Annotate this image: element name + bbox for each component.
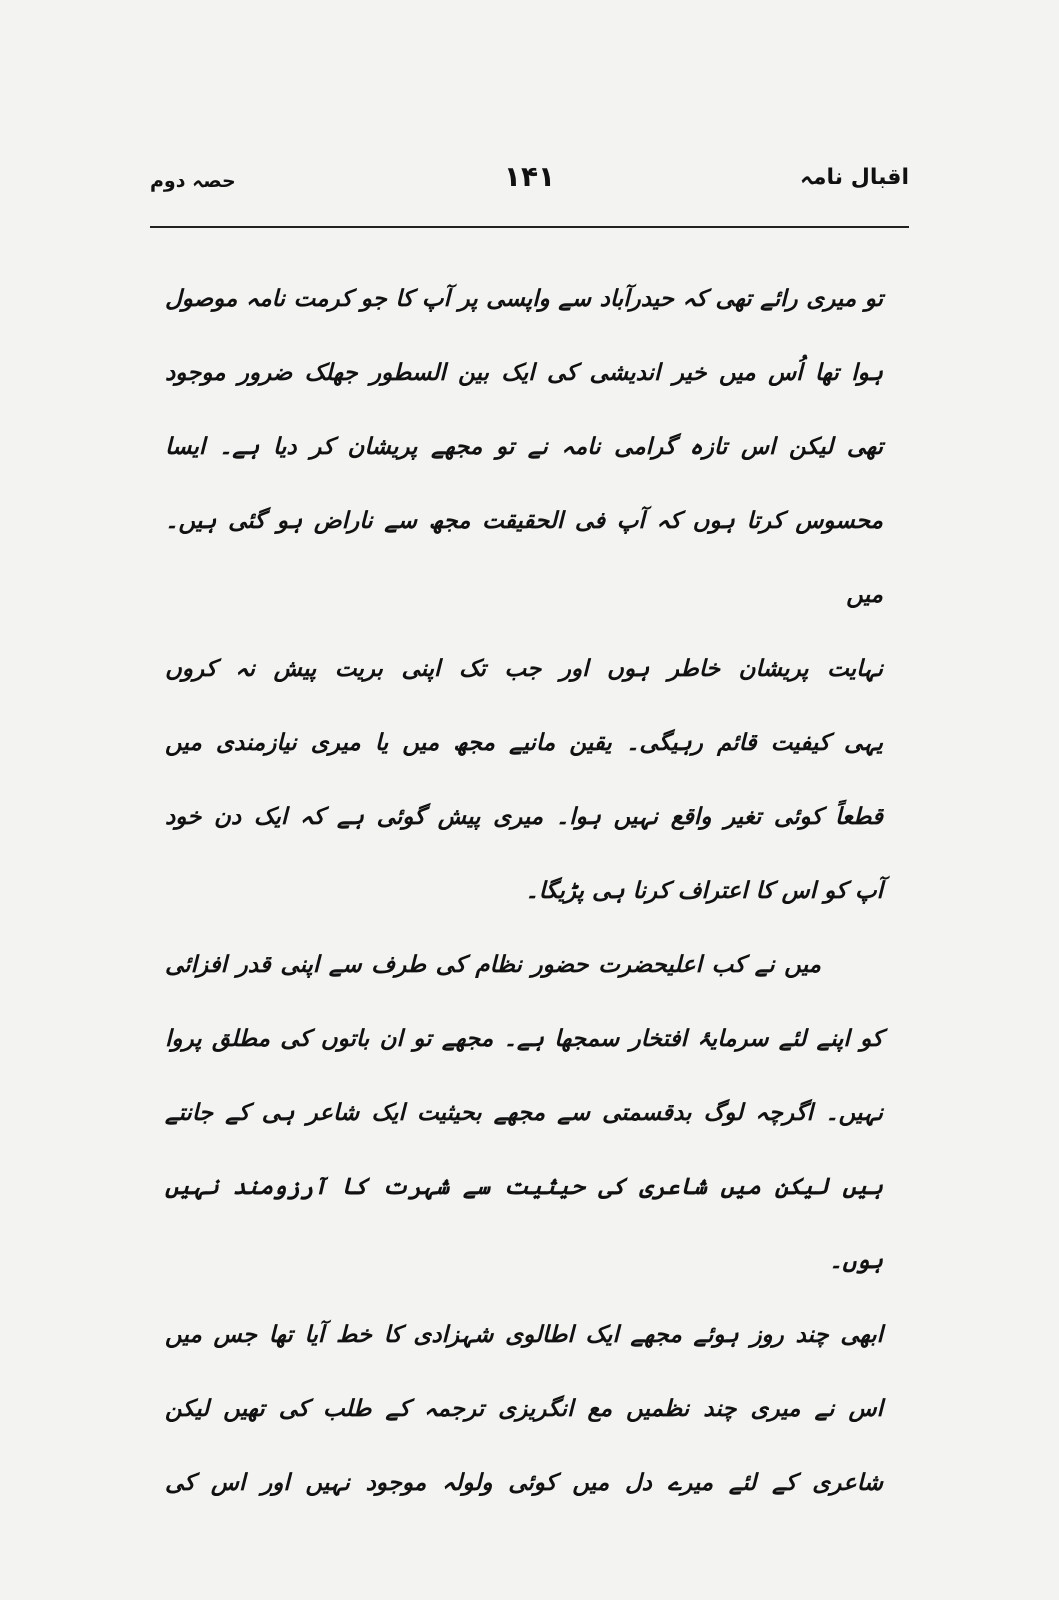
text-line: ہیں لیکن میں شاعری کی حیثیت سے شہرت کا آرزومند نہیں ہوں۔ [165, 1174, 883, 1274]
text-line: نہیں۔ اگرچہ لوگ بدقسمتی سے مجھے بحیثیت ایک شاعر ہی کے جانتے [165, 1100, 883, 1126]
text-line: کو اپنے لئے سرمایۂ افتخار سمجھا ہے۔ مجھے تو ان باتوں کی مطلق پروا [165, 1026, 883, 1052]
text-line: قطعاً کوئی تغیر واقع نہیں ہوا۔ میری پیش گوئی ہے کہ ایک دن خود [165, 804, 883, 830]
text-line: ہوا تھا اُس میں خیر اندیشی کی ایک بین السطور جھلک ضرور موجود [165, 360, 883, 386]
text-line: شاعری کے لئے میرے دل میں کوئی ولولہ موجود نہیں اور اس کی [165, 1470, 883, 1496]
text-line: آپ کو اس کا اعتراف کرنا ہی پڑیگا۔ [525, 878, 883, 904]
text-line: تو میری رائے تھی کہ حیدرآباد سے واپسی پر آپ کا جو کرمت نامہ موصول [165, 286, 883, 312]
page-number: ۱۴۱ [503, 160, 556, 193]
text-line: ابھی چند روز ہوئے مجھے ایک اطالوی شہزادی کا خط آیا تھا جس میں [165, 1322, 883, 1348]
part-label: حصہ دوم [150, 170, 236, 192]
header-rule [150, 226, 909, 228]
text-line: نہایت پریشان خاطر ہوں اور جب تک اپنی بریت پیش نہ کروں [165, 656, 883, 682]
text-line: یہی کیفیت قائم رہیگی۔ یقین مانیے مجھ میں یا میری نیازمندی میں [165, 730, 883, 756]
paragraph-start-line: میں نے کب اعلیحضرت حضور نظام کی طرف سے اپنی قدر افزائی [165, 952, 821, 978]
text-line: تھی لیکن اس تازہ گرامی نامہ نے تو مجھے پریشان کر دیا ہے۔ ایسا [165, 434, 883, 460]
running-title: اقبال نامہ [800, 165, 909, 190]
page-body [165, 262, 883, 1520]
text-line: اس نے میری چند نظمیں مع انگریزی ترجمہ کے طلب کی تھیں لیکن [165, 1396, 883, 1422]
text-line: محسوس کرتا ہوں کہ آپ فی الحقیقت مجھ سے ناراض ہو گئی ہیں۔ میں [165, 508, 883, 608]
